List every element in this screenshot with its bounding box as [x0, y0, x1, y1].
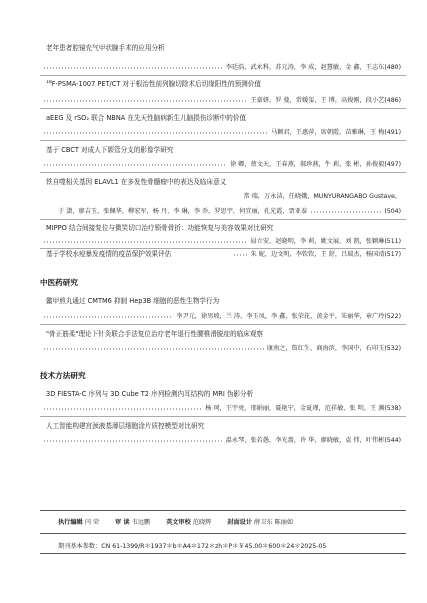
toc-entry-title[interactable]: [46, 80, 406, 89]
divider: [40, 172, 406, 173]
toc-entry-page[interactable]: (480): [384, 64, 401, 71]
section-heading-tech: 技术方法研究: [40, 371, 86, 380]
toc-entry-authors-line: [40, 128, 401, 137]
toc-entry-page[interactable]: (522): [384, 313, 401, 320]
toc-entry-authors: 徐 卿，蔡文天，王春燕，郝珍燕，牛 莉，张 彬，孙俊毅: [229, 161, 385, 168]
leader-dots: [43, 164, 227, 166]
toc-entry-authors-line: [40, 404, 401, 413]
toc-entry-authors: 于 潇，廖吉玉，张佩华，柳宏军，杨 丹，李 琳，李 乔，罗思宇，何宜丽，孔光霞，贾亚泰: [58, 208, 308, 215]
leader-dots: [310, 211, 381, 213]
title-superscript: 18: [46, 80, 52, 85]
toc-entry-page[interactable]: (504): [384, 208, 401, 215]
toc-entry-page[interactable]: (486): [384, 97, 401, 104]
toc-entry-title[interactable]: 老年患者腔镜充气甲状腺手术的应用分析: [46, 44, 165, 52]
divider: [40, 416, 406, 417]
toc-entry-title[interactable]: 铁自噬相关基因 ELAVL1 在多发性骨髓瘤中的表达及临床意义: [46, 178, 227, 186]
toc-entry-page[interactable]: (497): [384, 161, 401, 168]
cover-design-label: 封面设计: [227, 519, 253, 526]
toc-entry-title[interactable]: 基于学校水痘暴发疫情的疫苗保护效果评估: [46, 250, 172, 258]
footer-divider: [40, 510, 406, 511]
journal-parameters: 期刊基本参数：CN 61-1399/R＊1937＊b＊A4＊172＊zh＊P＊￥45.00＊600＊24＊2025-05: [58, 543, 327, 550]
english-reviewer-name: 范晓辉: [192, 519, 212, 526]
leader-dots: [233, 254, 247, 256]
toc-entry-authors: 屈立安，赵晓明，李 莉，姚文展，刘 凯，张颖琳: [250, 238, 385, 245]
divider: [40, 219, 406, 220]
editor-label: 执行编辑: [58, 519, 83, 526]
toc-entry-authors: 杨 珂，王宇亮，邢娟丽，聂艳宁，金夏瑾，范祥敏，张 明，王 渊: [205, 405, 385, 412]
toc-entry-page[interactable]: (511): [384, 238, 401, 245]
toc-entry-authors: 康南之，詹红生，商海滨，李国中，石印玉: [266, 345, 385, 352]
toc-entry-title[interactable]: MIPPO 结合间接复位与微笑切口治疗锁骨骨折：功能恢复与美容效果对比研究: [46, 224, 274, 232]
toc-entry-authors-line: [58, 207, 401, 216]
toc-entry-page[interactable]: (538): [384, 405, 401, 412]
reviewer-name: 韦远鹏: [131, 519, 151, 526]
toc-entry-title[interactable]: 人工智能构建宫颈液基薄层细胞涂片质控模型对比研究: [46, 422, 205, 430]
toc-entry-title[interactable]: 基于 CBCT 对成人下颌管分支的影像学研究: [46, 146, 174, 154]
toc-entry-authors-line: [40, 237, 401, 246]
toc-entry-page[interactable]: (517): [384, 251, 401, 258]
leader-dots: [43, 440, 223, 442]
toc-entry-authors-line: [40, 160, 401, 169]
toc-entry-page[interactable]: (544): [384, 437, 401, 444]
toc-entry-authors-line: [40, 63, 401, 72]
leader-dots: [43, 100, 247, 102]
leader-dots: [43, 132, 268, 134]
toc-entry-authors: 李廷浩，武永科，苏元涛，李 成，赵慧敏，金 鑫，王志东: [225, 64, 385, 71]
toc-entry-authors-line: [40, 436, 401, 445]
editor-name: 闫 荣: [84, 519, 100, 526]
leader-dots: [43, 408, 202, 410]
divider: [40, 324, 406, 325]
divider: [40, 140, 406, 141]
divider: [40, 108, 406, 109]
leader-dots: [43, 348, 264, 350]
footer-divider: [40, 553, 406, 554]
cover-design-name: 薛卫东 陈丽如: [254, 519, 294, 526]
toc-entry-authors: 李尹元，徐男坡，兰 涛，李玉凤，李 鑫，张荣花，黄金平，朱丽华，章广玲: [176, 313, 385, 320]
divider: [40, 75, 406, 76]
section-heading-tcm: 中医药研究: [40, 278, 78, 287]
toc-entry-authors: 温永琴，张若愚，李光蔷，许 华，廖晓敏，袁 炜，叶伟彬: [225, 437, 385, 444]
toc-entry-page[interactable]: (532): [384, 345, 401, 352]
toc-entry-title[interactable]: 3D FIESTA-C 序列与 3D Cube T2 序列检测内耳结构的 MRI 伪影分析: [46, 390, 254, 398]
toc-entry-authors-line: [40, 312, 401, 321]
toc-entry-authors-line: [40, 192, 401, 201]
leader-dots: [43, 316, 173, 318]
divider: [40, 248, 406, 249]
toc-entry-authors: 常 瑞，万永洁，任晓娥，MUNYURANGABO Gustave，: [243, 193, 401, 200]
leader-dots: [43, 241, 247, 243]
toc-entry-authors: 朱 妮，边文明，李钦钦，王 舒，吕瑞杰，杨国靖: [250, 251, 385, 258]
staff-line: [58, 517, 307, 526]
toc-entry-page[interactable]: (491): [384, 129, 401, 136]
toc-entry-authors: 王豪妍，罗 曼，常媛玺，王 博，高俊刚，段小艺: [250, 97, 385, 104]
toc-entry-authors-line: [40, 96, 401, 105]
toc-entry-authors-line: [40, 344, 401, 353]
leader-dots: [43, 67, 223, 69]
english-reviewer-label: 英文审校: [166, 519, 191, 526]
toc-entry-title[interactable]: aEEG 及 rSO₂ 联合 NBNA 在先天性脑病新生儿脑损伤诊断中的价值: [46, 114, 247, 122]
toc-entry-authors: 马颖君，王惠萍，席朝霞，苗雅琳，王 梅: [271, 129, 385, 136]
toc-entry-title[interactable]: "骨正筋柔"理论下针灸联合手法复位治疗老年退行性腰椎滑脱症的临床观察: [46, 330, 264, 338]
reviewer-label: 审 读: [115, 519, 130, 526]
toc-entry-title[interactable]: 鳖甲煎丸通过 CMTM6 抑制 Hep3B 细胞的恶性生物学行为: [46, 297, 220, 305]
footer-divider: [40, 533, 406, 534]
title-text: F-PSMA-1007 PET/CT 对于根治性前列腺切除术后切缘阳性的预测价值: [51, 80, 261, 88]
toc-entry-authors-line: [230, 250, 401, 259]
